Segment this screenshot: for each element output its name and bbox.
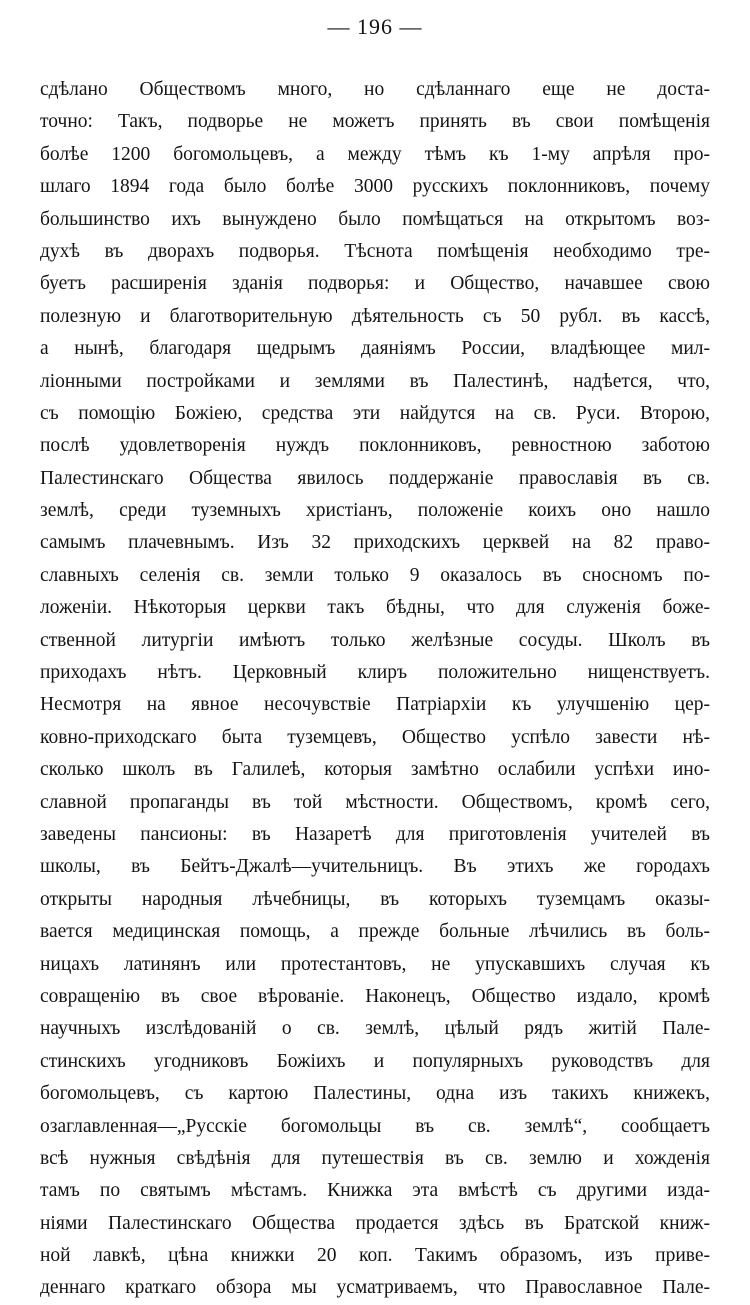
text-line: озаглавленная—„Русскіе богомольцы въ св. землѣ“, сообщаетъ (40, 1115, 710, 1137)
text-line: ніями Палестинскаго Общества продается здѣсь въ Братской книж- (40, 1212, 710, 1234)
text-line: славныхъ селенія св. земли только 9 оказалось въ сносномъ по- (40, 564, 710, 586)
text-line: Несмотря на явное несочувствіе Патріархіи къ улучшенію цер- (40, 694, 710, 716)
text-line: полезную и благотворительную дѣятельность съ 50 рубл. въ кассѣ, (40, 305, 710, 327)
text-line: ложеніи. Нѣкоторыя церкви такъ бѣдны, что для служенія боже- (40, 597, 710, 619)
text-line: землѣ, среди туземныхъ христіанъ, положеніе коихъ оно нашло (40, 500, 710, 522)
text-line: приходахъ нѣтъ. Церковный клиръ положительно нищенствуетъ. (40, 662, 710, 684)
text-line: а нынѣ, благодаря щедрымъ даяніямъ России, владѣющее мил- (40, 338, 710, 360)
text-line: ственной литургіи имѣютъ только желѣзные сосуды. Школъ въ (40, 629, 710, 651)
text-line: буетъ расширенія зданія подворья: и Общество, начавшее свою (40, 273, 710, 295)
text-line: съ помощію Божіею, средства эти найдутся на св. Руси. Второю, (40, 402, 710, 424)
text-line: ной лавкѣ, цѣна книжки 20 коп. Такимъ образомъ, изъ приве- (40, 1245, 710, 1267)
text-line: сколько школъ въ Галилеѣ, которыя замѣтно ослабили успѣхи ино- (40, 759, 710, 781)
text-line: открыты народныя лѣчебницы, въ которыхъ туземцамъ оказы- (40, 888, 710, 910)
text-line: самымъ плачевнымъ. Изъ 32 приходскихъ церквей на 82 право- (40, 532, 710, 554)
text-line: тамъ по святымъ мѣстамъ. Книжка эта вмѣстѣ съ другими изда- (40, 1180, 710, 1202)
text-line: послѣ удовлетворенія нуждъ поклонниковъ, ревностною заботою (40, 435, 710, 457)
page-number: — 196 — (327, 14, 423, 39)
text-line: точно: Такъ, подворье не можетъ принять въ свои помѣщенія (40, 111, 710, 133)
text-line: большинство ихъ вынуждено было помѣщаться на открытомъ воз- (40, 208, 710, 230)
text-line: совращенію въ свое вѣрованіе. Наконецъ, Общество издало, кромѣ (40, 985, 710, 1007)
text-line: стинскихъ угодниковъ Божіихъ и популярныхъ руководствъ для (40, 1050, 710, 1072)
text-line: сдѣлано Обществомъ много, но сдѣланнаго еще не доста- (40, 79, 710, 100)
text-line: школы, въ Бейтъ-Джалѣ—учительницъ. Въ этихъ же городахъ (40, 856, 710, 878)
text-line: заведены пансионы: въ Назаретѣ для приготовленія учителей въ (40, 823, 710, 845)
text-line: научныхъ изслѣдованій о св. землѣ, цѣлый рядъ житій Пале- (40, 1018, 710, 1040)
text-line: Палестинскаго Общества явилось поддержаніе православія въ св. (40, 467, 710, 489)
text-line: вается медицинская помощь, а прежде больные лѣчились въ боль- (40, 921, 710, 943)
text-line: деннаго краткаго обзора мы усматриваемъ, что Православное Пале- (40, 1277, 710, 1299)
text-line: болѣе 1200 богомольцевъ, а между тѣмъ къ 1-му апрѣля про- (40, 143, 710, 165)
text-line: ліонными постройками и землями въ Палестинѣ, надѣется, что, (40, 370, 710, 392)
text-line: ницахъ латинянъ или протестантовъ, не упускавшихъ случая къ (40, 953, 710, 975)
text-line: духѣ въ дворахъ подворья. Тѣснота помѣщенія необходимо тре- (40, 240, 710, 262)
text-line: всѣ нужныя свѣдѣнія для путешествія въ св. землю и хожденія (40, 1147, 710, 1169)
text-line: богомольцевъ, съ картою Палестины, одна изъ такихъ книжекъ, (40, 1083, 710, 1105)
text-line: шлаго 1894 года было болѣе 3000 русскихъ поклонниковъ, почему (40, 176, 710, 198)
text-line: славной пропаганды въ той мѣстности. Обществомъ, кромѣ сего, (40, 791, 710, 813)
body-text (40, 74, 710, 1305)
text-line: ковно-приходскаго быта туземцевъ, Общество успѣло завести нѣ- (40, 726, 710, 748)
